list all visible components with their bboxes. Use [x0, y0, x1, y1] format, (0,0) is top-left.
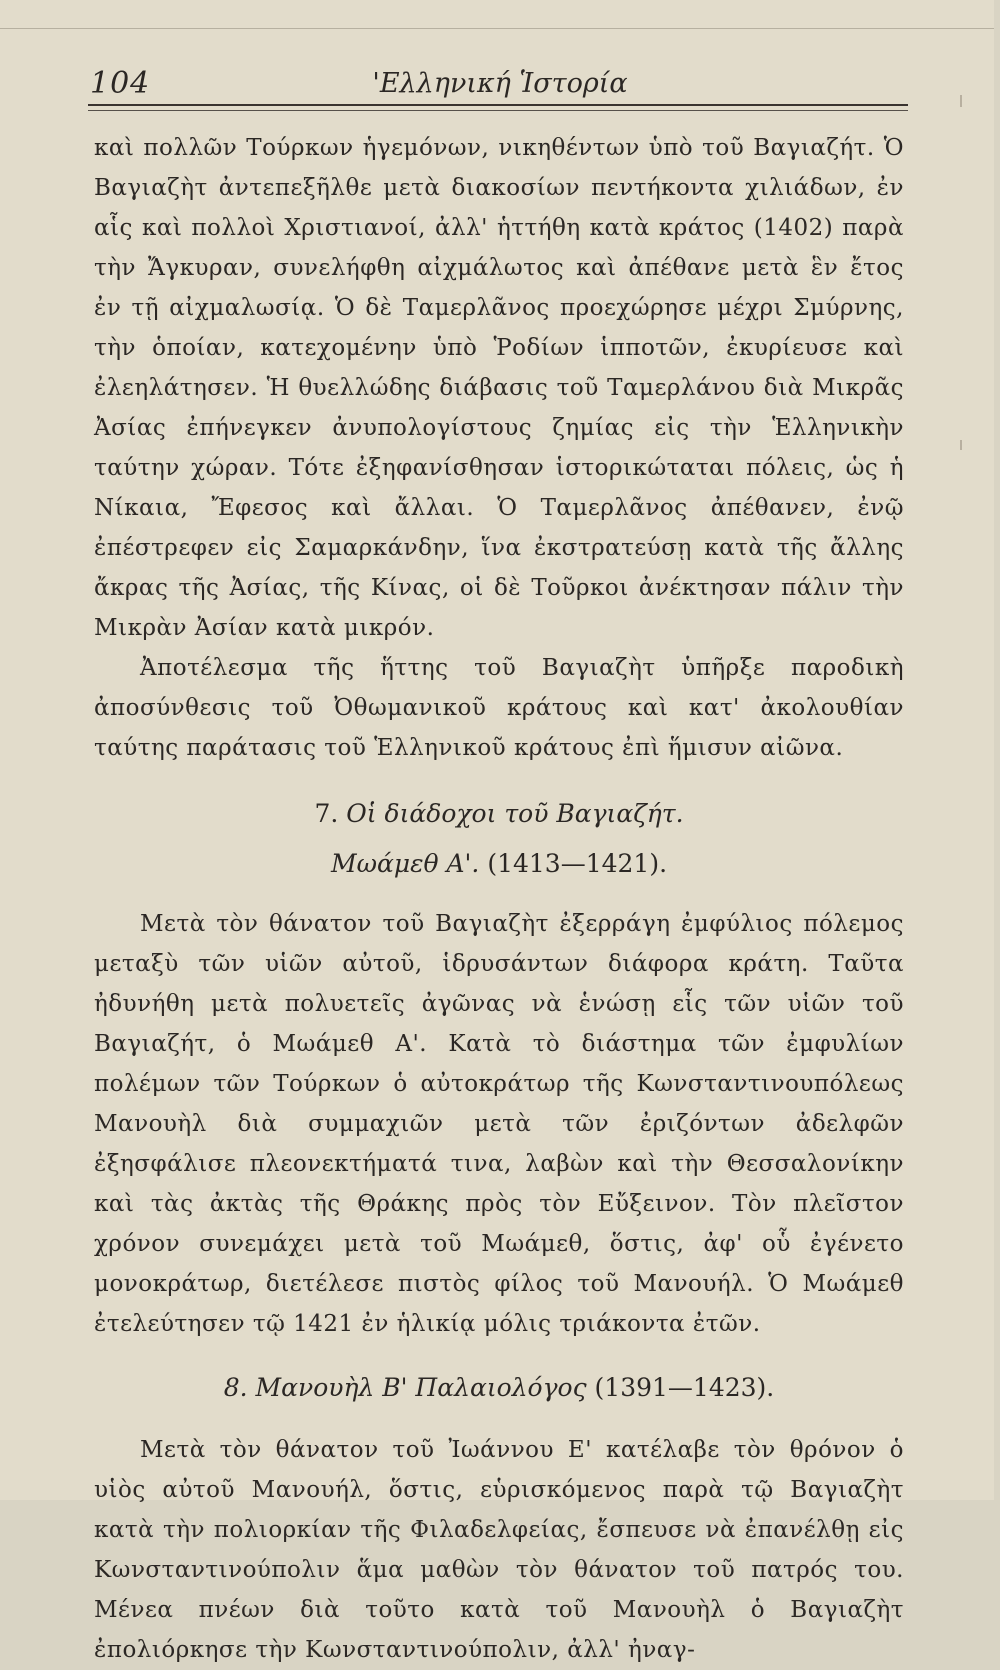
section-7-number: 7. [314, 799, 339, 828]
header-rule-thin [88, 110, 908, 111]
section-8-dates: (1391—1423). [594, 1373, 775, 1402]
section-7-title: Οἱ διάδοχοι τοῦ Βαγιαζήτ. [346, 799, 684, 828]
margin-mark [960, 440, 962, 450]
section-7-subheading [94, 844, 904, 884]
section-8-number: 8. [223, 1373, 248, 1402]
section-8-paragraph: Μετὰ τὸν θάνατον τοῦ Ἰωάννου Ε' κατέλαβε τὸν θρόνον ὁ υἱὸς αὐτοῦ Μανουήλ, ὅστις, εὑρισκόμενος παρὰ τῷ Βαγιαζὴτ κατὰ τὴν πολιορκίαν τῆς Φιλαδελφείας, ἔσπευσε νὰ ἐπανέλθῃ εἰς Κωνσταντινούπολιν ἅμα μαθὼν τὸν θάνατον τοῦ πατρός του. Μένεα πνέων διὰ τοῦτο κατὰ τοῦ Μανουὴλ ὁ Βαγιαζὴτ ἐπολιόρκησε τὴν Κωνσταντινούπολιν, ἀλλ' ἠναγ- [94, 1437, 904, 1663]
section-8-heading [94, 1368, 904, 1408]
section-7-heading [94, 794, 904, 834]
header-rule [88, 104, 908, 106]
section-7-paragraph: Μετὰ τὸν θάνατον τοῦ Βαγιαζὴτ ἐξερράγη ἐμφύλιος πόλεμος μεταξὺ τῶν υἱῶν αὐτοῦ, ἱδρυσάντων διάφορα κράτη. Ταῦτα ἠδυνήθη μετὰ πολυετεῖς ἀγῶνας νὰ ἑνώσῃ εἷς τῶν υἱῶν τοῦ Βαγιαζήτ, ὁ Μωάμεθ Α'. Κατὰ τὸ διάστημα τῶν ἐμφυλίων πολέμων τῶν Τούρκων ὁ αὐτοκράτωρ τῆς Κωνσταντινουπόλεως Μανουὴλ διὰ συμμαχιῶν μετὰ τῶν ἐριζόντων ἀδελφῶν ἐξησφάλισε πλεονεκτήματά τινα, λαβὼν καὶ τὴν Θεσσαλονίκην καὶ τὰς ἀκτὰς τῆς Θράκης πρὸς τὸν Εὔξεινον. Τὸν πλεῖστον χρόνον συνεμάχει μετὰ τοῦ Μωάμεθ, ὅστις, ἀφ' οὗ ἐγένετο μονοκράτωρ, διετέλεσε πιστὸς φίλος τοῦ Μανουήλ. Ὁ Μωάμεθ ἐτελεύτησεν τῷ 1421 ἐν ἡλικίᾳ μόλις τριάκοντα ἐτῶν. [94, 911, 904, 1337]
paragraph-continuation: καὶ πολλῶν Τούρκων ἡγεμόνων, νικηθέντων ὑπὸ τοῦ Βαγιαζήτ. Ὁ Βαγιαζὴτ ἀντεπεξῆλθε μετὰ διακοσίων πεντήκοντα χιλιάδων, ἐν αἷς καὶ πολλοὶ Χριστιανοί, ἀλλ' ἡττήθη κατὰ κράτος (1402) παρὰ τὴν Ἄγκυραν, συνελήφθη αἰχμάλωτος καὶ ἀπέθανε μετὰ ἓν ἔτος ἐν τῇ αἰχμαλωσίᾳ. Ὁ δὲ Ταμερλᾶνος προεχώρησε μέχρι Σμύρνης, τὴν ὁποίαν, κατεχομένην ὑπὸ Ῥοδίων ἱπποτῶν, ἐκυρίευσε καὶ ἐλεηλάτησεν. Ἡ θυελλώδης διάβασις τοῦ Ταμερλάνου διὰ Μικρᾶς Ἀσίας ἐπήνεγκεν ἀνυπολογίστους ζημίας εἰς τὴν Ἑλληνικὴν ταύτην χώραν. Τότε ἐξηφανίσθησαν ἱστορικώταται πόλεις, ὡς ἡ Νίκαια, Ἔφεσος καὶ ἄλλαι. Ὁ Ταμερλᾶνος ἀπέθανεν, ἐνῷ ἐπέστρεφεν εἰς Σαμαρκάνδην, ἵνα ἐκστρατεύσῃ κατὰ τῆς ἄλλης ἄκρας τῆς Ἀσίας, τῆς Κίνας, οἱ δὲ Τοῦρκοι ἀνέκτησαν πάλιν τὴν Μικρὰν Ἀσίαν κατὰ μικρόν. [94, 135, 904, 641]
text-block [94, 128, 904, 1670]
running-title: 'Ελληνική Ἱστορία [372, 68, 628, 99]
paragraph-consequence: Ἀποτέλεσμα τῆς ἥττης τοῦ Βαγιαζὴτ ὑπῆρξε παροδικὴ ἀποσύνθεσις τοῦ Ὀθωμανικοῦ κράτους καὶ κατ' ἀκολουθίαν ταύτης παράτασις τοῦ Ἑλληνικοῦ κράτους ἐπὶ ἥμισυν αἰῶνα. [94, 655, 904, 761]
page-number: 104 [90, 66, 151, 101]
section-8-title: Μανουὴλ Β' Παλαιολόγος [255, 1373, 587, 1402]
page-edge [0, 28, 994, 29]
section-7-dates: (1413—1421). [487, 849, 668, 878]
section-7-subtitle: Μωάμεθ Α'. [330, 849, 480, 878]
